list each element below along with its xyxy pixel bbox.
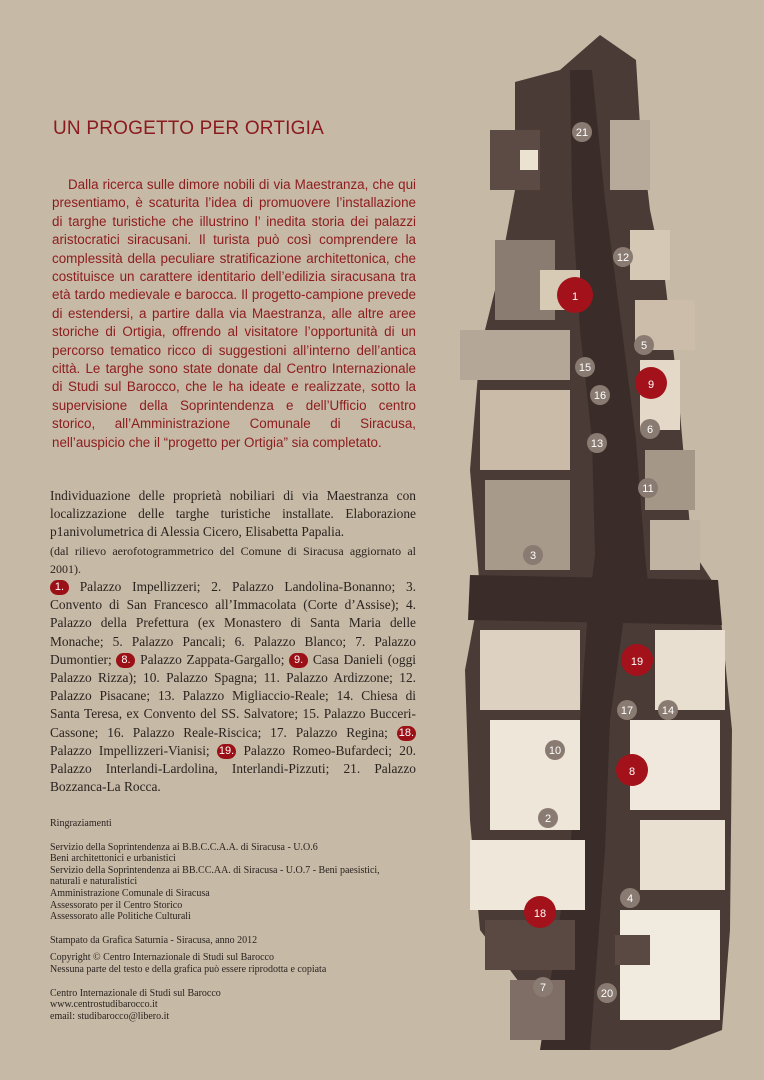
credits-heading: Ringraziamenti [50,818,112,829]
credits-line: naturali e naturalistici [50,876,138,888]
marker-9: 9 [647,379,655,391]
credits-line: Beni architettonici e urbanistici [50,853,176,865]
marker-12: 12 [616,252,630,264]
marker-17: 17 [620,705,634,717]
legend-badge-19: 19. [218,744,235,757]
printer-line: Stampato da Grafica Saturnia - Siracusa, anno 2012 [50,934,258,946]
legend-text-8: Palazzo Zappata-Gargallo; [135,651,290,667]
intro-paragraph [52,176,416,452]
marker-20: 20 [600,988,614,1000]
marker-5: 5 [640,340,648,352]
marker-16: 16 [593,390,607,402]
legend-text-18: Palazzo Impellizzeri-Vianisi; [50,742,217,758]
contact-website[interactable]: www.centrostudibarocco.it [50,999,158,1011]
legend-badge-1: 1. [50,580,69,595]
marker-15: 15 [578,362,592,374]
marker-3: 3 [529,550,537,562]
caption-source: (dal rilievo aerofotogrammetrico del Comune di Siracusa aggiornato al 2001). [50,543,416,576]
marker-4: 4 [626,893,634,905]
copyright-line: Copyright © Centro Internazionale di Studi sul Barocco [50,952,274,964]
contact-email[interactable]: email: studibarocco@libero.it [50,1010,170,1022]
caption-legend [50,578,416,796]
caption-description: Individuazione delle proprietà nobiliari di via Maestranza con localizzazione delle targhe turistiche installate. Elaborazione p1anivolumetrica di Alessia Cicero, Elisabetta Papalia. [50,488,416,540]
marker-13: 13 [590,438,604,450]
legend-badge-18: 18. [398,726,414,739]
street-cross [468,575,722,625]
credits-line: Amministrazione Comunale di Siracusa [50,887,210,899]
credits-line: Assessorato alle Politiche Culturali [50,911,191,923]
marker-21: 21 [575,127,589,139]
credits-line: Servizio della Soprintendenza ai B.B.C.C.A.A. di Siracusa - U.O.6 [50,841,318,853]
marker-14: 14 [661,705,675,717]
credits-line: Servizio della Soprintendenza ai BB.CC.AA. di Siracusa - U.O.7 - Beni paesistici, [50,864,380,876]
marker-19: 19 [630,656,644,668]
page-title: UN PROGETTO PER ORTIGIA [53,118,324,139]
contact-line: Centro Internazionale di Studi sul Barocco [50,987,221,999]
marker-2: 2 [544,813,552,825]
credits-line: Assessorato per il Centro Storico [50,899,183,911]
marker-18: 18 [533,908,547,920]
marker-11: 11 [642,483,654,495]
legend-text-1: Palazzo Impellizzeri; 2. Palazzo Landolina-Bonanno; 3. Convento di San Francesco all’Immacolata (Corte d’Assise); 4. Palazzo della Prefettura (ex Monastero di Santa Maria delle Monache; 5. Palazzo Pancali; 6. Palazzo Blanco; 7. Palazzo Dumontier; [50,579,416,667]
legend-badge-9: 9. [289,653,308,668]
marker-8: 8 [628,766,636,778]
intro-text: Dalla ricerca sulle dimore nobili di via Maestranza, che qui presentiamo, è scaturita l’idea di promuovere l’installazione di targhe turistiche che illustrino l’ inedita storia dei palazzi aristocratici siracusani. Il turista può così comprendere la complessità della peculiare stratificazione architettonica, che costituisce un carattere identitario dell’edilizia siracusana tra età tardo medievale e barocca. Il progetto-campione prevede di estendersi, a partire dalla via Maestranza, alle altre aree storiche di Ortigia, offrendo al visitatore l’opportunità di un percorso tematico ricco di suggestioni all’interno dell’antica città. Le targhe sono state donate dal Centro Internazionale di Studi sul Barocco, che le ha ideate e realizzate, sotto la supervisione della Soprintendenza e dell’Ufficio centro storico, all’Amministrazione Comunale di Siracusa, nell’auspicio che il “progetto per Ortigia” sia completato. [52,177,416,450]
rights-line: Nessuna parte del testo e della grafica può essere riprodotta e copiata [50,963,327,975]
marker-1: 1 [571,291,579,303]
map-caption [50,487,416,796]
legend-badge-8: 8. [116,653,135,668]
legend-text-9: Casa Danieli (oggi Palazzo Rizza); 10. Palazzo Spagna; 11. Palazzo Ardizzone; 12. Palazzo Pisacane; 13. Palazzo Migliaccio-Reale; 14. Chiesa di Santa Teresa, ex Convento del SS. Salvatore; 15. Palazzo Bucceri-Cassone; 16. Palazzo Reale-Riscica; 17. Palazzo Regina; [50,651,416,740]
marker-10: 10 [548,745,562,757]
legend-text-19: Palazzo Romeo-Bufardeci; 20. Palazzo Interlandi-Lardolina, Interlandi-Pizzuti; 21. Palazzo Bozzanca-La Rocca. [50,742,417,795]
credits-block [50,818,430,1022]
marker-7: 7 [539,982,547,994]
marker-6: 6 [646,424,654,436]
street-map [440,30,740,1055]
